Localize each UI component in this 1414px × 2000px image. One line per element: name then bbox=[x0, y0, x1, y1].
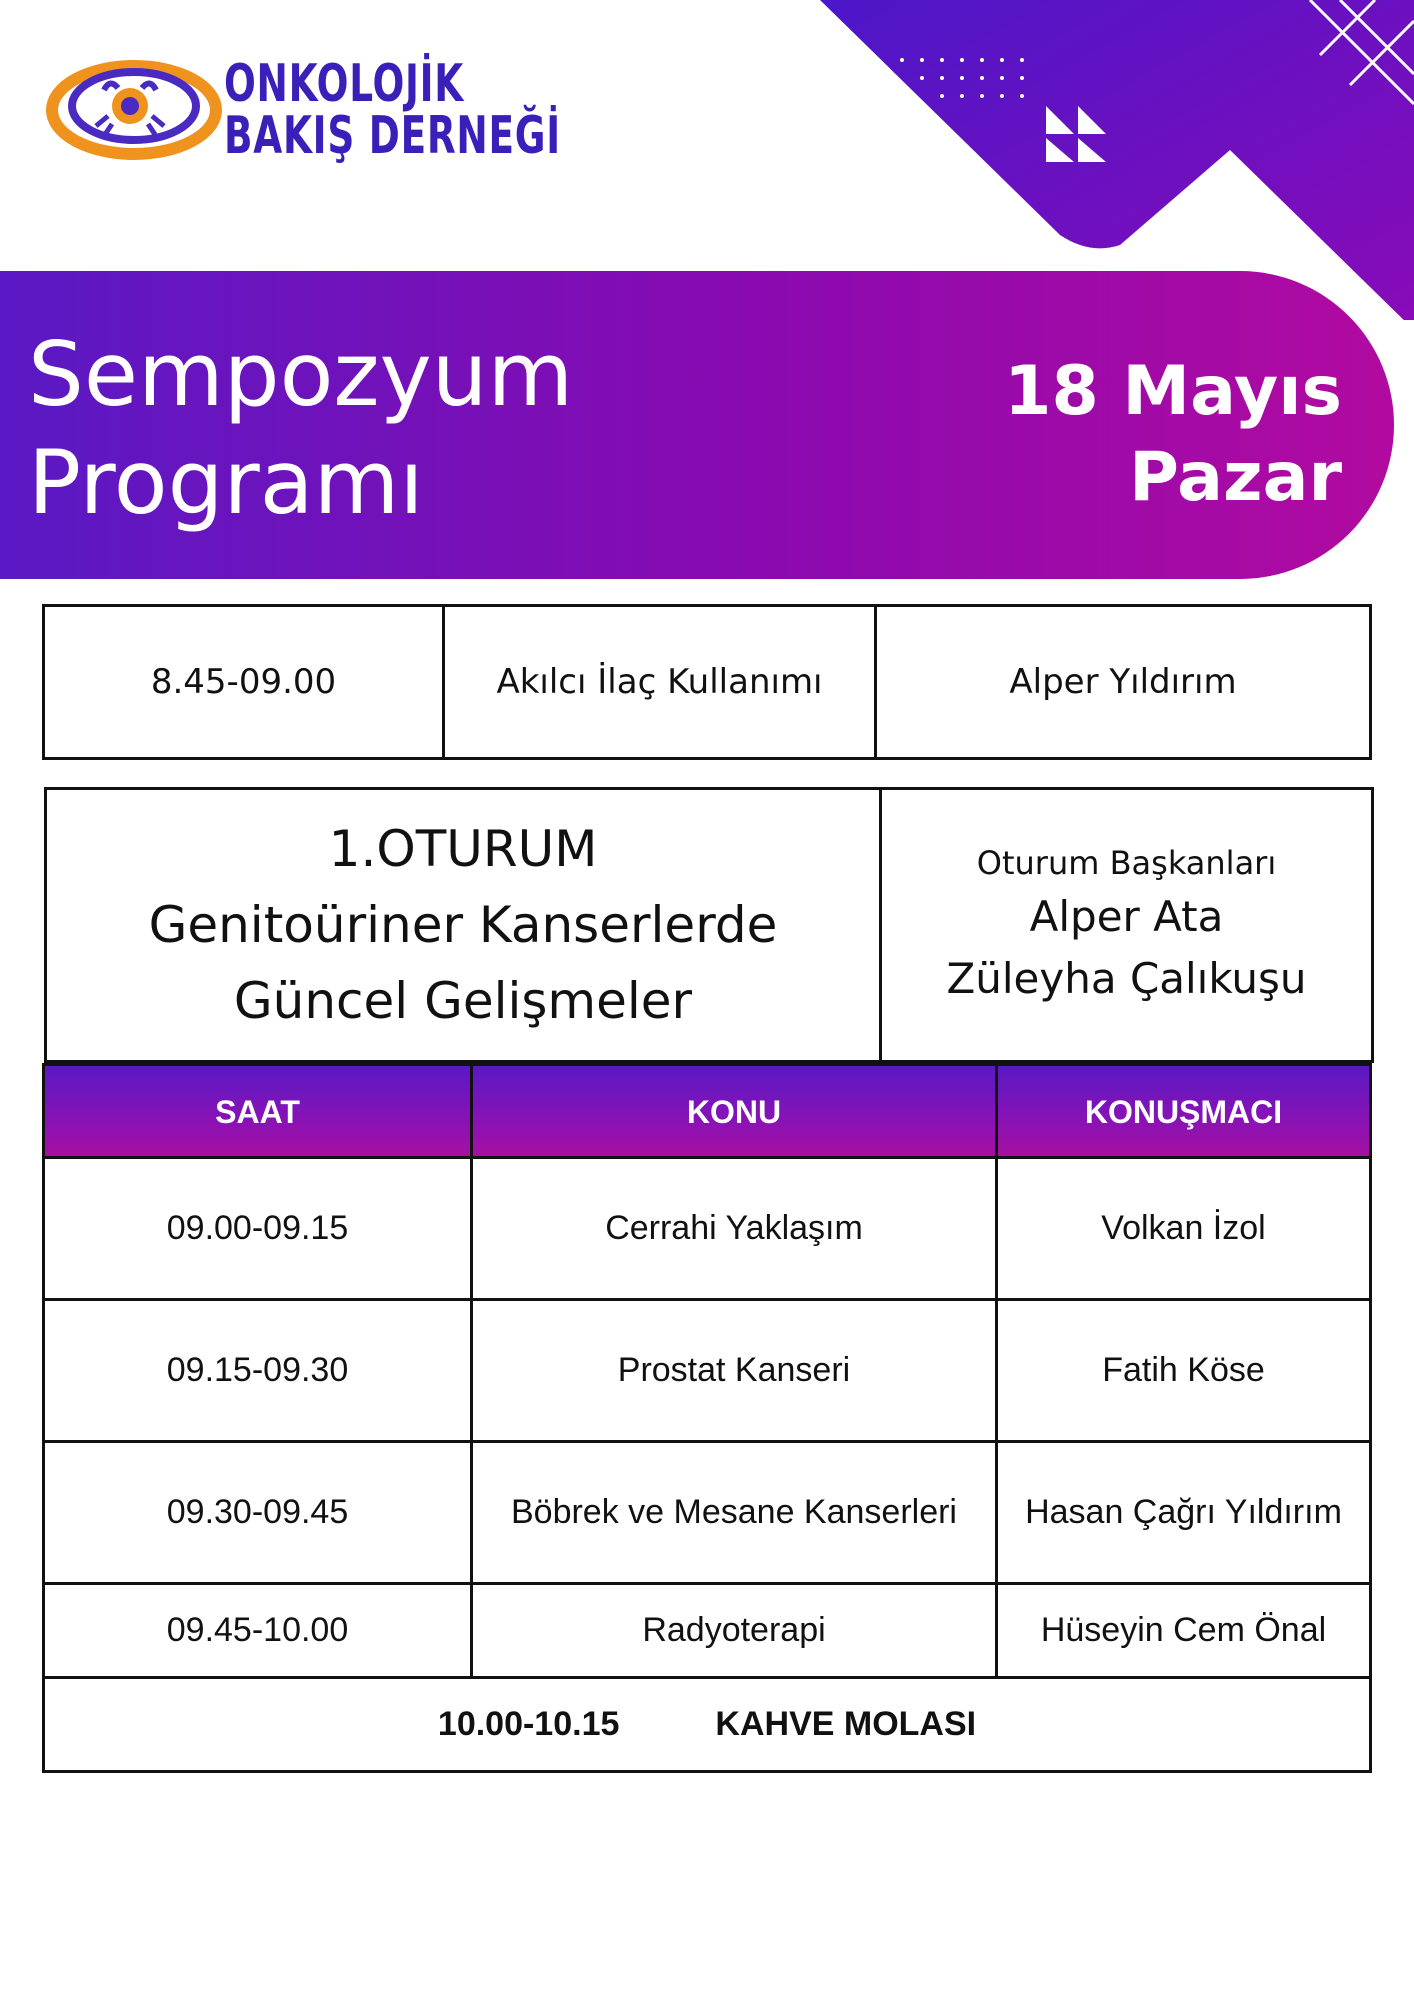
row-topic: Böbrek ve Mesane Kanserleri bbox=[473, 1443, 998, 1582]
row-time: 09.45-10.00 bbox=[45, 1585, 473, 1676]
opening-talk-row bbox=[42, 604, 1372, 760]
header-time: SAAT bbox=[45, 1066, 473, 1159]
opening-speaker: Alper Yıldırım bbox=[1009, 662, 1237, 702]
chair-name: Züleyha Çalıkuşu bbox=[946, 954, 1307, 1003]
row-time: 09.00-09.15 bbox=[45, 1159, 473, 1298]
association-logo bbox=[44, 54, 561, 174]
session-title-block bbox=[47, 790, 882, 1060]
chair-name: Alper Ata bbox=[1029, 892, 1224, 941]
row-speaker: Hasan Çağrı Yıldırım bbox=[1025, 1493, 1342, 1531]
opening-time: 8.45-09.00 bbox=[45, 607, 445, 757]
coffee-break-row bbox=[42, 1676, 1372, 1773]
chairs-label: Oturum Başkanları bbox=[976, 844, 1277, 882]
title-line-1: Sempozyum bbox=[28, 323, 574, 426]
table-row bbox=[42, 1156, 1372, 1301]
session-title: 1.OTURUM bbox=[328, 820, 598, 878]
logo-line-2: BAKIŞ DERNEĞİ bbox=[224, 106, 561, 166]
page-title bbox=[28, 321, 573, 537]
table-header bbox=[42, 1063, 1372, 1159]
row-topic: Radyoterapi bbox=[473, 1585, 998, 1676]
row-speaker: Fatih Köse bbox=[1102, 1351, 1265, 1389]
session-subtitle-line-1: Genitoüriner Kanserlerde bbox=[148, 896, 778, 954]
logo-line-1: ONKOLOJİK bbox=[224, 54, 465, 114]
row-topic: Prostat Kanseri bbox=[473, 1301, 998, 1440]
header-speaker: KONUŞMACI bbox=[1084, 1094, 1283, 1130]
table-row bbox=[42, 1582, 1372, 1679]
crab-emblem-icon bbox=[44, 54, 224, 164]
coffee-break-cell bbox=[45, 1679, 1369, 1770]
break-label: KAHVE MOLASI bbox=[715, 1705, 977, 1743]
date-line-2: Pazar bbox=[1129, 438, 1342, 517]
date-line-1: 18 Mayıs bbox=[1004, 352, 1342, 431]
session-header bbox=[44, 787, 1374, 1063]
row-topic: Cerrahi Yaklaşım bbox=[473, 1159, 998, 1298]
row-time: 09.30-09.45 bbox=[45, 1443, 473, 1582]
schedule-table bbox=[42, 1063, 1372, 1773]
row-speaker: Hüseyin Cem Önal bbox=[1040, 1611, 1327, 1649]
opening-topic: Akılcı İlaç Kullanımı bbox=[445, 607, 877, 757]
title-line-2: Programı bbox=[28, 431, 424, 534]
session-subtitle-line-2: Güncel Gelişmeler bbox=[233, 972, 693, 1030]
header-topic: KONU bbox=[473, 1066, 998, 1159]
session-chairs-block bbox=[882, 790, 1371, 1060]
table-row bbox=[42, 1440, 1372, 1585]
row-time: 09.15-09.30 bbox=[45, 1301, 473, 1440]
logo-wordmark bbox=[224, 54, 561, 166]
break-time: 10.00-10.15 bbox=[437, 1705, 620, 1743]
title-banner bbox=[0, 271, 1394, 579]
table-row bbox=[42, 1298, 1372, 1443]
event-date bbox=[1004, 349, 1342, 521]
row-speaker: Volkan İzol bbox=[1101, 1209, 1266, 1247]
